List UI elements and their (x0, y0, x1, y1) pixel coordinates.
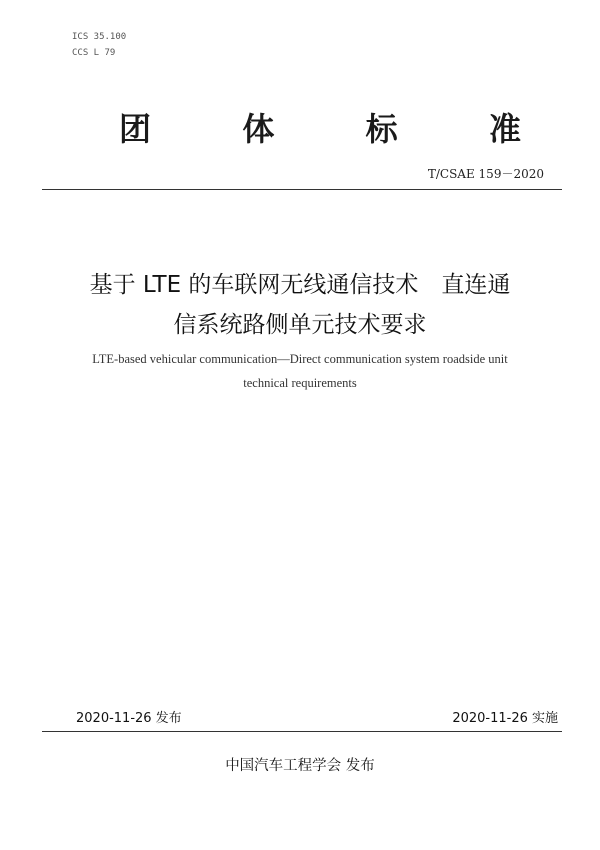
english-title-line-2: technical requirements (243, 376, 357, 390)
standard-type-heading (115, 104, 525, 150)
standard-type-char: 体 (242, 110, 275, 148)
standard-type-char: 准 (488, 110, 521, 148)
ics-code: ICS 35.100 (72, 32, 127, 42)
english-title-line-1: LTE-based vehicular communication—Direct communication system roadside unit (92, 352, 508, 366)
publisher: 中国汽车工程学会 发布 (225, 758, 375, 774)
implementation-date: 2020-11-26 实施 (452, 711, 558, 726)
release-date: 2020-11-26 发布 (76, 711, 182, 726)
bottom-divider (42, 731, 562, 732)
classification-codes (72, 29, 126, 61)
standard-type-char: 标 (365, 110, 398, 148)
standard-type-char: 团 (118, 110, 151, 148)
standard-number: T/CSAE 159－2020 (427, 167, 544, 181)
top-divider (42, 189, 562, 190)
ccs-code: CCS L 79 (72, 48, 116, 58)
chinese-title-line-1: 基于 LTE 的车联网无线通信技术 直连通 (89, 272, 511, 298)
chinese-title-line-2: 信系统路侧单元技术要求 (173, 312, 427, 338)
